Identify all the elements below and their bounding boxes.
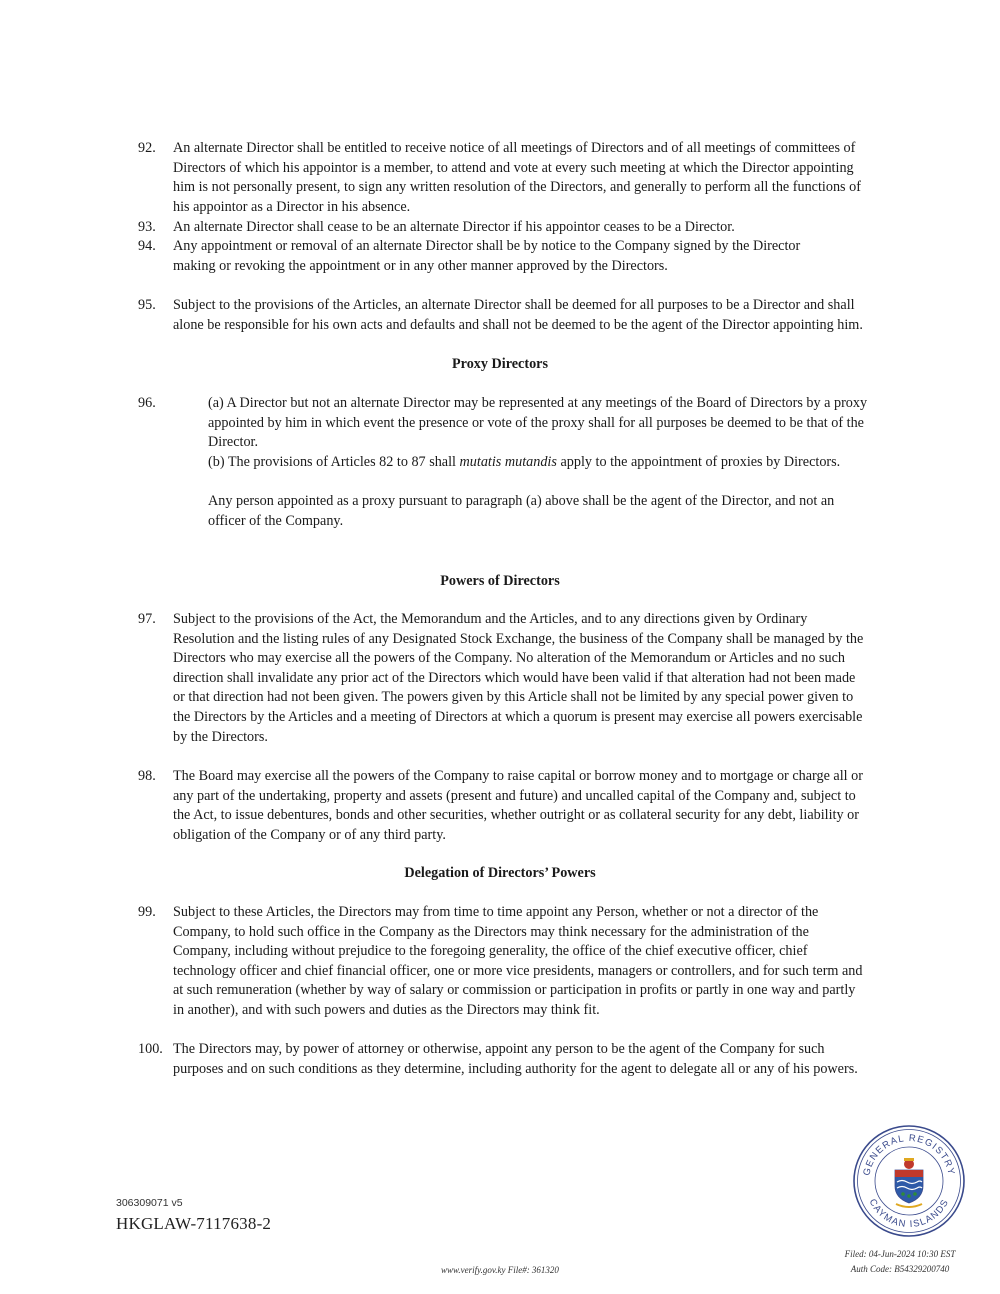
article-100 xyxy=(138,1040,868,1079)
article-94 xyxy=(138,237,818,276)
part-b-text: (b) The provisions of Articles 82 to 87 shall xyxy=(208,453,460,470)
article-text: The Board may exercise all the powers of the Company to raise capital or borrow money and to mortgage or charge all or any part of the undertaking, property and assets (present and future) and uncalled capital of the Company and, subject to the Act, to issue debentures, bonds and other securities, whether outright or as collateral security for any debt, liability or obligation of the Company or of any third party. xyxy=(173,768,863,843)
article-98 xyxy=(138,767,868,845)
article-number: 96. xyxy=(138,395,156,411)
article-number: 97. xyxy=(138,611,156,627)
part-b-italic: mutatis mutandis xyxy=(459,453,557,470)
article-text: Any appointment or removal of an alternate Director shall be by notice to the Company signed by the Director making or revoking the appointment or in any other manner approved by the Directors. xyxy=(173,238,801,274)
filing-stamp xyxy=(820,1247,980,1277)
article-text: Subject to the provisions of the Articles, an alternate Director shall be deemed for all purposes to be a Director and shall alone be responsible for his own acts and defaults and shall not be deemed to be the agent of the Director appointing him. xyxy=(173,297,863,333)
article-text: Subject to the provisions of the Act, the Memorandum and the Articles, and to any directions given by Ordinary Resolution and the listing rules of any Designated Stock Exchange, the business of the Company shall be managed by the Directors who may exercise all the powers of the Company. No alteration of the Memorandum or Articles and no such direction shall invalidate any prior act of the Directors which would have been valid if that alteration had not been made or that direction had not been given. The powers given by this Article shall not be limited by any special power given to the Directors by the Articles and a meeting of Directors at which a quorum is present may exercise all powers exercisable by the Directors. xyxy=(173,611,864,745)
auth-code: Auth Code: B54329200740 xyxy=(850,1264,950,1274)
article-96-part-a: (a) A Director but not an alternate Director may be represented at any meetings of the Board of Directors by a proxy appointed by him in which event the presence or vote of the proxy shall for all purposes be deemed to be that of the Director. xyxy=(208,395,868,451)
article-text: The Directors may, by power of attorney or otherwise, appoint any person to be the agent of the Company for such purposes and on such conditions as they determine, including authority for the agent to delegate all or any of his powers. xyxy=(173,1041,858,1077)
article-95 xyxy=(138,296,868,335)
filed-date: Filed: 04-Jun-2024 10:30 EST xyxy=(844,1249,956,1259)
heading-delegation: Delegation of Directors’ Powers xyxy=(404,865,596,881)
article-99 xyxy=(138,903,868,1021)
article-number: 94. xyxy=(138,238,156,254)
heading-proxy-directors: Proxy Directors xyxy=(452,356,548,372)
seal-bottom-text: CAYMAN ISLANDS xyxy=(866,1197,952,1231)
article-number: 100. xyxy=(138,1041,163,1057)
article-97 xyxy=(138,610,868,747)
document-ref: HKGLAW-7117638-2 xyxy=(116,1214,272,1233)
heading-powers-of-directors: Powers of Directors xyxy=(440,573,560,589)
article-number: 93. xyxy=(138,219,156,235)
seal-top-text: GENERAL REGISTRY xyxy=(861,1132,957,1177)
article-92 xyxy=(138,139,868,217)
document-version-ref: 306309071 v5 xyxy=(116,1197,183,1209)
article-93 xyxy=(138,218,868,238)
article-number: 92. xyxy=(138,140,156,156)
part-b-text-end: apply to the appointment of proxies by Directors. xyxy=(556,453,841,470)
article-96-part-b xyxy=(208,453,868,473)
article-number: 95. xyxy=(138,297,156,313)
article-text: An alternate Director shall cease to be an alternate Director if his appointor ceases to be a Director. xyxy=(173,219,735,235)
article-text: An alternate Director shall be entitled to receive notice of all meetings of Directors and of all meetings of committees of Directors of which his appointor is a member, to attend and vote at every such meeting at which the Director appointing him is not personally present, to sign any written resolution of the Directors, and generally to perform all the functions of his appointor as a Director in his absence. xyxy=(173,140,861,215)
article-96 xyxy=(138,394,868,531)
verify-url: www.verify.gov.ky File#: 361320 xyxy=(441,1265,559,1275)
article-number: 98. xyxy=(138,768,156,784)
general-registry-seal-icon xyxy=(852,1124,966,1238)
article-number: 99. xyxy=(138,904,156,920)
article-text: Subject to these Articles, the Directors may from time to time appoint any Person, whether or not a director of the Company, to hold such office in the Company as the Directors may think necessary for the administration of the Company, including without prejudice to the foregoing generality, the office of the chief executive officer, chief technology officer and chief financial officer, one or more vice presidents, managers or controllers, and for such term and at such remuneration (whether by way of salary or commission or participation in profits or partly in one way and partly in another), and with such powers and duties as the Directors may think fit. xyxy=(173,904,863,1018)
article-96-closing: Any person appointed as a proxy pursuant to paragraph (a) above shall be the agent of the Director, and not an officer of the Company. xyxy=(208,492,835,529)
